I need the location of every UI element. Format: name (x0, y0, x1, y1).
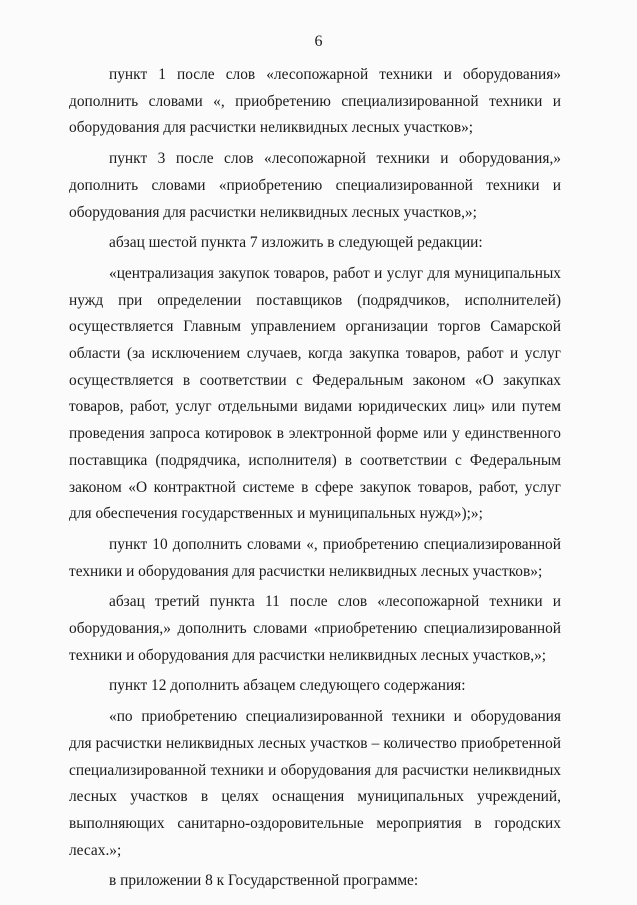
paragraph-punkt-1: пункт 1 после слов «лесопожарной техники и оборудования» дополнить словами «, приобретению специализированной техники и оборудования для расчистки неликвидных лесных участков»; (69, 66, 561, 137)
paragraph-punkt-3: пункт 3 после слов «лесопожарной техники и оборудования,» дополнить словами «приобретению специализированной техники и оборудования для расчистки неликвидных лесных участков,»; (69, 150, 561, 221)
paragraph-prilozhenie-8: в приложении 8 к Государственной программе: (109, 872, 419, 890)
paragraph-punkt-12-quote: «по приобретению специализированной техники и оборудования для расчистки неликвидных лесных участков – количество приобретенной специализированной техники и оборудования для расчистки неликвидных лесных участков в целях оснащения муниципальных учреждений, выполняющих санитарно-оздоровительные мероприятия в городских лесах.»; (69, 708, 561, 859)
paragraph-centralization-quote: «централизация закупок товаров, работ и услуг для муниципальных нужд при определении поставщиков (подрядчиков, исполнителей) осуществляется Главным управлением организации торгов Самарской области (за исключением случаев, когда закупка товаров, работ и услуг осуществляется в соответствии с Федеральным законом «О закупках товаров, работ, услуг отдельными видами юридических лиц» или путем проведения запроса котировок в электронной форме или у единственного поставщика (подрядчика, исполнителя) в соответствии с Федеральным законом «О контрактной системе в сфере закупок товаров, работ, услуг для обеспечения государственных и муниципальных нужд»);»; (69, 264, 561, 523)
page-number: 6 (314, 33, 323, 50)
paragraph-punkt-11: абзац третий пункта 11 после слов «лесопожарной техники и оборудования,» дополнить словами «приобретению специализированной техники и оборудования для расчистки неликвидных лесных участков,»; (69, 593, 561, 664)
paragraph-abzac-punkt-7: абзац шестой пункта 7 изложить в следующей редакции: (109, 234, 483, 252)
document-body (69, 62, 561, 895)
paragraph-punkt-10: пункт 10 дополнить словами «, приобретению специализированной техники и оборудования для расчистки неликвидных лесных участков»; (69, 535, 561, 580)
paragraph-punkt-12: пункт 12 дополнить абзацем следующего содержания: (109, 677, 466, 695)
